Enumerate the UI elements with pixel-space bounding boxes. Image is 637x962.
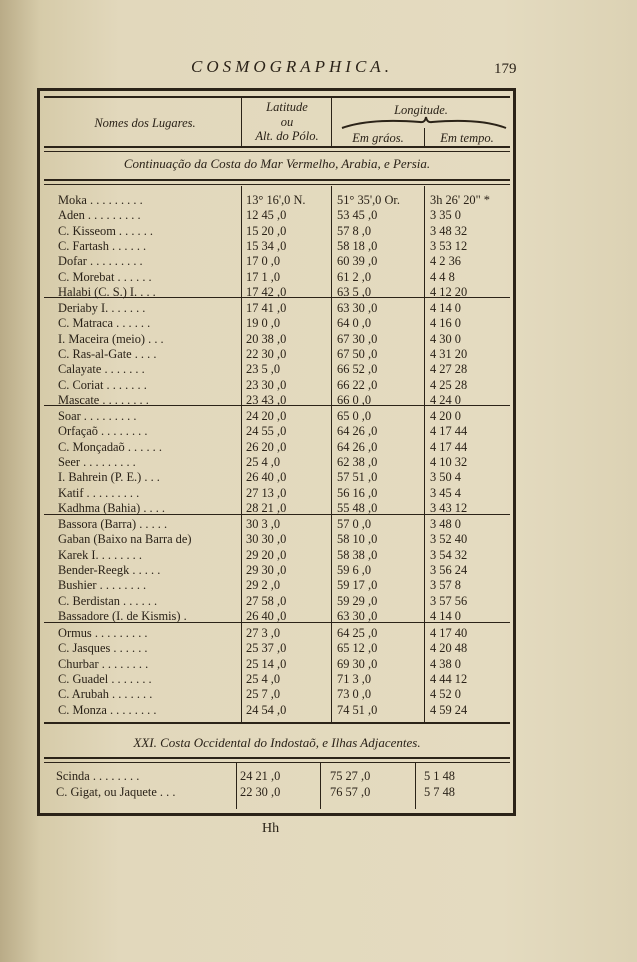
latitude-cell: 15 34 ,0	[246, 238, 287, 253]
header-bottom-rule-2	[44, 151, 510, 152]
latitude-cell: 24 20 ,0	[246, 409, 287, 423]
longitude-degrees-cell: 63 5 ,0	[337, 284, 372, 299]
col-divider-final-2	[320, 763, 321, 809]
longitude-degrees-cell: 64 26 ,0	[337, 424, 378, 439]
page-number: 179	[494, 61, 517, 77]
longitude-degrees-cell: 58 38 ,0	[337, 547, 378, 562]
longitude-time-cell: 3 48 32	[430, 223, 468, 238]
longitude-time-cell: 4 10 32	[430, 454, 468, 469]
latitude-cell: 13° 16',0 N.	[246, 193, 306, 207]
longitude-degrees-cell: 58 18 ,0	[337, 238, 378, 253]
longitude-time-cell: 4 20 48	[430, 641, 468, 656]
place-name: C. Matraca . . . . . .	[58, 316, 151, 331]
latitude-cell: 22 30 ,0	[246, 346, 287, 361]
longitude-time-cell: 4 20 0	[430, 409, 461, 423]
longitude-degrees-cell: 73 0 ,0	[337, 687, 372, 702]
latitude-cell: 17 1 ,0	[246, 269, 281, 284]
section-rule-top-2	[44, 184, 510, 185]
place-name: Gaban (Baixo na Barra de)	[58, 532, 192, 547]
place-name: C. Guadel . . . . . . .	[58, 671, 152, 686]
place-name: Bender-Reegk . . . . .	[58, 562, 161, 577]
place-name: I. Bahrein (P. E.) . . .	[58, 470, 160, 485]
latitude-cell: 23 30 ,0	[246, 377, 287, 392]
longitude-degrees-cell: 59 29 ,0	[337, 593, 378, 608]
latitude-cell: 15 20 ,0	[246, 223, 287, 238]
place-name: Calayate . . . . . . .	[58, 362, 145, 377]
longitude-time-cell: 4 14 0	[430, 608, 461, 623]
latitude-cell: 19 0 ,0	[246, 316, 281, 331]
place-name: Karek I. . . . . . . .	[58, 547, 142, 562]
longitude-degrees-cell: 63 30 ,0	[337, 608, 378, 623]
longitude-time-cell: 4 24 0	[430, 392, 461, 407]
latitude-cell: 25 4 ,0	[246, 671, 281, 686]
place-name: Churbar . . . . . . . .	[58, 656, 149, 671]
longitude-time-cell: 3 54 32	[430, 547, 468, 562]
longitude-degrees-cell: 57 51 ,0	[337, 470, 378, 485]
header-lat-2: ou	[280, 115, 294, 129]
latitude-cell: 30 3 ,0	[246, 517, 281, 531]
running-title: COSMOGRAPHICA.	[191, 57, 393, 76]
longitude-time-cell: 4 52 0	[430, 687, 461, 702]
header-divider-2	[331, 98, 332, 146]
latitude-cell: 29 2 ,0	[246, 578, 281, 593]
longitude-time-cell: 5 7 48	[424, 785, 455, 799]
place-name: C. Jasques . . . . . .	[58, 641, 148, 656]
longitude-time-cell: 3 43 12	[430, 500, 468, 515]
longitude-degrees-cell: 62 38 ,0	[337, 454, 378, 469]
longitude-degrees-cell: 69 30 ,0	[337, 656, 378, 671]
longitude-degrees-cell: 67 50 ,0	[337, 346, 378, 361]
section-rule-top	[44, 179, 510, 181]
latitude-cell: 28 21 ,0	[246, 500, 287, 515]
latitude-cell: 29 20 ,0	[246, 547, 287, 562]
longitude-degrees-cell: 60 39 ,0	[337, 254, 378, 269]
longitude-time-cell: 4 14 0	[430, 301, 461, 315]
longitude-time-cell: 4 17 40	[430, 626, 468, 640]
latitude-cell: 23 43 ,0	[246, 392, 287, 407]
header-bottom-rule	[44, 146, 510, 148]
longitude-time-cell: 3 56 24	[430, 562, 468, 577]
header-lat-1: Latitude	[266, 100, 308, 114]
place-name: Bushier . . . . . . . .	[58, 578, 147, 593]
latitude-cell: 25 4 ,0	[246, 454, 281, 469]
latitude-cell: 26 40 ,0	[246, 608, 287, 623]
header-divider-3	[424, 128, 425, 146]
latitude-cell: 26 40 ,0	[246, 470, 287, 485]
latitude-cell: 29 30 ,0	[246, 562, 287, 577]
longitude-degrees-cell: 65 12 ,0	[337, 641, 378, 656]
longitude-time-cell: 4 25 28	[430, 377, 468, 392]
place-name: C. Monza . . . . . . . .	[58, 702, 157, 717]
place-name: Orfaçaõ . . . . . . . .	[58, 424, 148, 439]
longitude-degrees-cell: 57 8 ,0	[337, 223, 372, 238]
longitude-time-cell: 4 30 0	[430, 331, 461, 346]
place-name: C. Gigat, ou Jaquete . . .	[56, 785, 176, 799]
longitude-time-cell: 3 50 4	[430, 470, 461, 485]
latitude-cell: 27 13 ,0	[246, 485, 287, 500]
place-name: Mascate . . . . . . . .	[58, 392, 149, 407]
place-name: Bassadore (I. de Kismis) .	[58, 608, 187, 623]
longitude-degrees-cell: 66 0 ,0	[337, 392, 372, 407]
latitude-cell: 12 45 ,0	[246, 208, 287, 223]
latitude-cell: 25 37 ,0	[246, 641, 287, 656]
longitude-degrees-cell: 76 57 ,0	[330, 785, 371, 799]
latitude-cell: 30 30 ,0	[246, 532, 287, 547]
place-name: I. Maceira (meio) . . .	[58, 331, 164, 346]
signature-mark: Hh	[262, 821, 280, 836]
place-name: Soar . . . . . . . . .	[58, 409, 137, 423]
header-time: Em tempo.	[440, 131, 494, 145]
place-name: C. Monçadaõ . . . . . .	[58, 439, 162, 454]
latitude-cell: 17 41 ,0	[246, 301, 287, 315]
longitude-degrees-cell: 66 52 ,0	[337, 362, 378, 377]
longitude-degrees-cell: 51° 35',0 Or.	[337, 193, 400, 207]
longitude-degrees-cell: 64 26 ,0	[337, 439, 378, 454]
section-title-red-sea: Continuação da Costa do Mar Vermelho, Arabia, e Persia.	[123, 156, 431, 171]
longitude-time-cell: 3 48 0	[430, 517, 461, 531]
place-name: Katif . . . . . . . . .	[58, 485, 140, 500]
header-names: Nomes dos Lugares.	[94, 116, 196, 130]
longitude-degrees-cell: 75 27 ,0	[330, 769, 371, 783]
col-divider-final-1	[236, 763, 237, 809]
longitude-time-cell: 3 53 12	[430, 238, 468, 253]
header-divider-1	[241, 98, 242, 146]
section2-rule	[44, 757, 510, 759]
col-divider-3	[424, 186, 425, 722]
latitude-cell: 17 42 ,0	[246, 284, 287, 299]
latitude-cell: 25 14 ,0	[246, 656, 287, 671]
place-name: Dofar . . . . . . . . .	[58, 254, 143, 269]
latitude-cell: 27 3 ,0	[246, 626, 281, 640]
place-name: Deriaby I. . . . . . .	[58, 301, 146, 315]
place-name: Halabi (C. S.) I. . . .	[58, 284, 156, 299]
place-name: C. Fartash . . . . . .	[58, 238, 147, 253]
longitude-time-cell: 3 57 8	[430, 578, 461, 593]
longitude-degrees-cell: 59 17 ,0	[337, 578, 378, 593]
longitude-degrees-cell: 59 6 ,0	[337, 562, 372, 577]
longitude-degrees-cell: 74 51 ,0	[337, 702, 378, 717]
longitude-time-cell: 3 35 0	[430, 208, 461, 223]
longitude-time-cell: 4 38 0	[430, 656, 461, 671]
longitude-time-cell: 4 2 36	[430, 254, 461, 269]
longitude-time-cell: 4 16 0	[430, 316, 461, 331]
place-name: C. Berdistan . . . . . .	[58, 593, 158, 608]
header-longitude: Longitude.	[394, 103, 448, 117]
latitude-cell: 22 30 ,0	[240, 785, 281, 799]
longitude-degrees-cell: 67 30 ,0	[337, 331, 378, 346]
longitude-degrees-cell: 58 10 ,0	[337, 532, 378, 547]
longitude-time-cell: 3 57 56	[430, 593, 468, 608]
header-degrees: Em gráos.	[352, 131, 404, 145]
header-lat-3: Alt. do Pólo.	[255, 129, 319, 143]
place-name: Seer . . . . . . . . .	[58, 454, 136, 469]
longitude-time-cell: 4 4 8	[430, 269, 455, 284]
longitude-time-cell: 4 44 12	[430, 671, 468, 686]
longitude-degrees-cell: 55 48 ,0	[337, 500, 378, 515]
place-name: Scinda . . . . . . . .	[56, 769, 140, 783]
longitude-degrees-cell: 53 45 ,0	[337, 208, 378, 223]
place-name: C. Morebat . . . . . .	[58, 269, 152, 284]
longitude-degrees-cell: 61 2 ,0	[337, 269, 372, 284]
section2-rule-2	[44, 762, 510, 763]
place-name: C. Arubah . . . . . . .	[58, 687, 153, 702]
latitude-cell: 17 0 ,0	[246, 254, 281, 269]
latitude-cell: 26 20 ,0	[246, 439, 287, 454]
latitude-cell: 27 58 ,0	[246, 593, 287, 608]
longitude-degrees-cell: 66 22 ,0	[337, 377, 378, 392]
header-top-rule	[44, 96, 510, 98]
longitude-time-cell: 4 59 24	[430, 702, 468, 717]
place-name: Kadhma (Bahia) . . . .	[58, 500, 166, 515]
latitude-cell: 24 55 ,0	[246, 424, 287, 439]
latitude-cell: 20 38 ,0	[246, 331, 287, 346]
longitude-degrees-cell: 71 3 ,0	[337, 671, 372, 686]
longitude-time-cell: 4 17 44	[430, 439, 468, 454]
longitude-degrees-cell: 63 30 ,0	[337, 301, 378, 315]
place-name: Ormus . . . . . . . . .	[58, 626, 148, 640]
section-title-indostan: XXI. Costa Occidental do Indostaõ, e Ilhas Adjacentes.	[133, 735, 421, 750]
latitude-cell: 23 5 ,0	[246, 362, 281, 377]
longitude-time-cell: 3 45 4	[430, 485, 461, 500]
longitude-degrees-cell: 64 25 ,0	[337, 626, 378, 640]
longitude-degrees-cell: 65 0 ,0	[337, 409, 372, 423]
latitude-cell: 25 7 ,0	[246, 687, 281, 702]
col-divider-2	[331, 186, 332, 722]
longitude-time-cell: 4 31 20	[430, 346, 468, 361]
section-rule-bottom	[44, 722, 510, 724]
longitude-time-cell: 3h 26' 20" *	[430, 193, 490, 207]
longitude-time-cell: 4 12 20	[430, 284, 468, 299]
longitude-degrees-cell: 56 16 ,0	[337, 485, 378, 500]
place-name: Aden . . . . . . . . .	[58, 208, 141, 223]
col-divider-1	[241, 186, 242, 722]
place-name: Moka . . . . . . . . .	[58, 193, 143, 207]
longitude-time-cell: 3 52 40	[430, 532, 468, 547]
place-name: Bassora (Barra) . . . . .	[58, 517, 168, 531]
latitude-cell: 24 54 ,0	[246, 702, 287, 717]
longitude-time-cell: 4 27 28	[430, 362, 468, 377]
place-name: C. Ras-al-Gate . . . .	[58, 346, 157, 361]
longitude-time-cell: 5 1 48	[424, 769, 455, 783]
latitude-cell: 24 21 ,0	[240, 769, 281, 783]
longitude-degrees-cell: 57 0 ,0	[337, 517, 372, 531]
place-name: C. Kisseom . . . . . .	[58, 223, 153, 238]
longitude-brace	[340, 116, 510, 130]
col-divider-final-3	[415, 763, 416, 809]
place-name: C. Coriat . . . . . . .	[58, 377, 147, 392]
longitude-time-cell: 4 17 44	[430, 424, 468, 439]
longitude-degrees-cell: 64 0 ,0	[337, 316, 372, 331]
